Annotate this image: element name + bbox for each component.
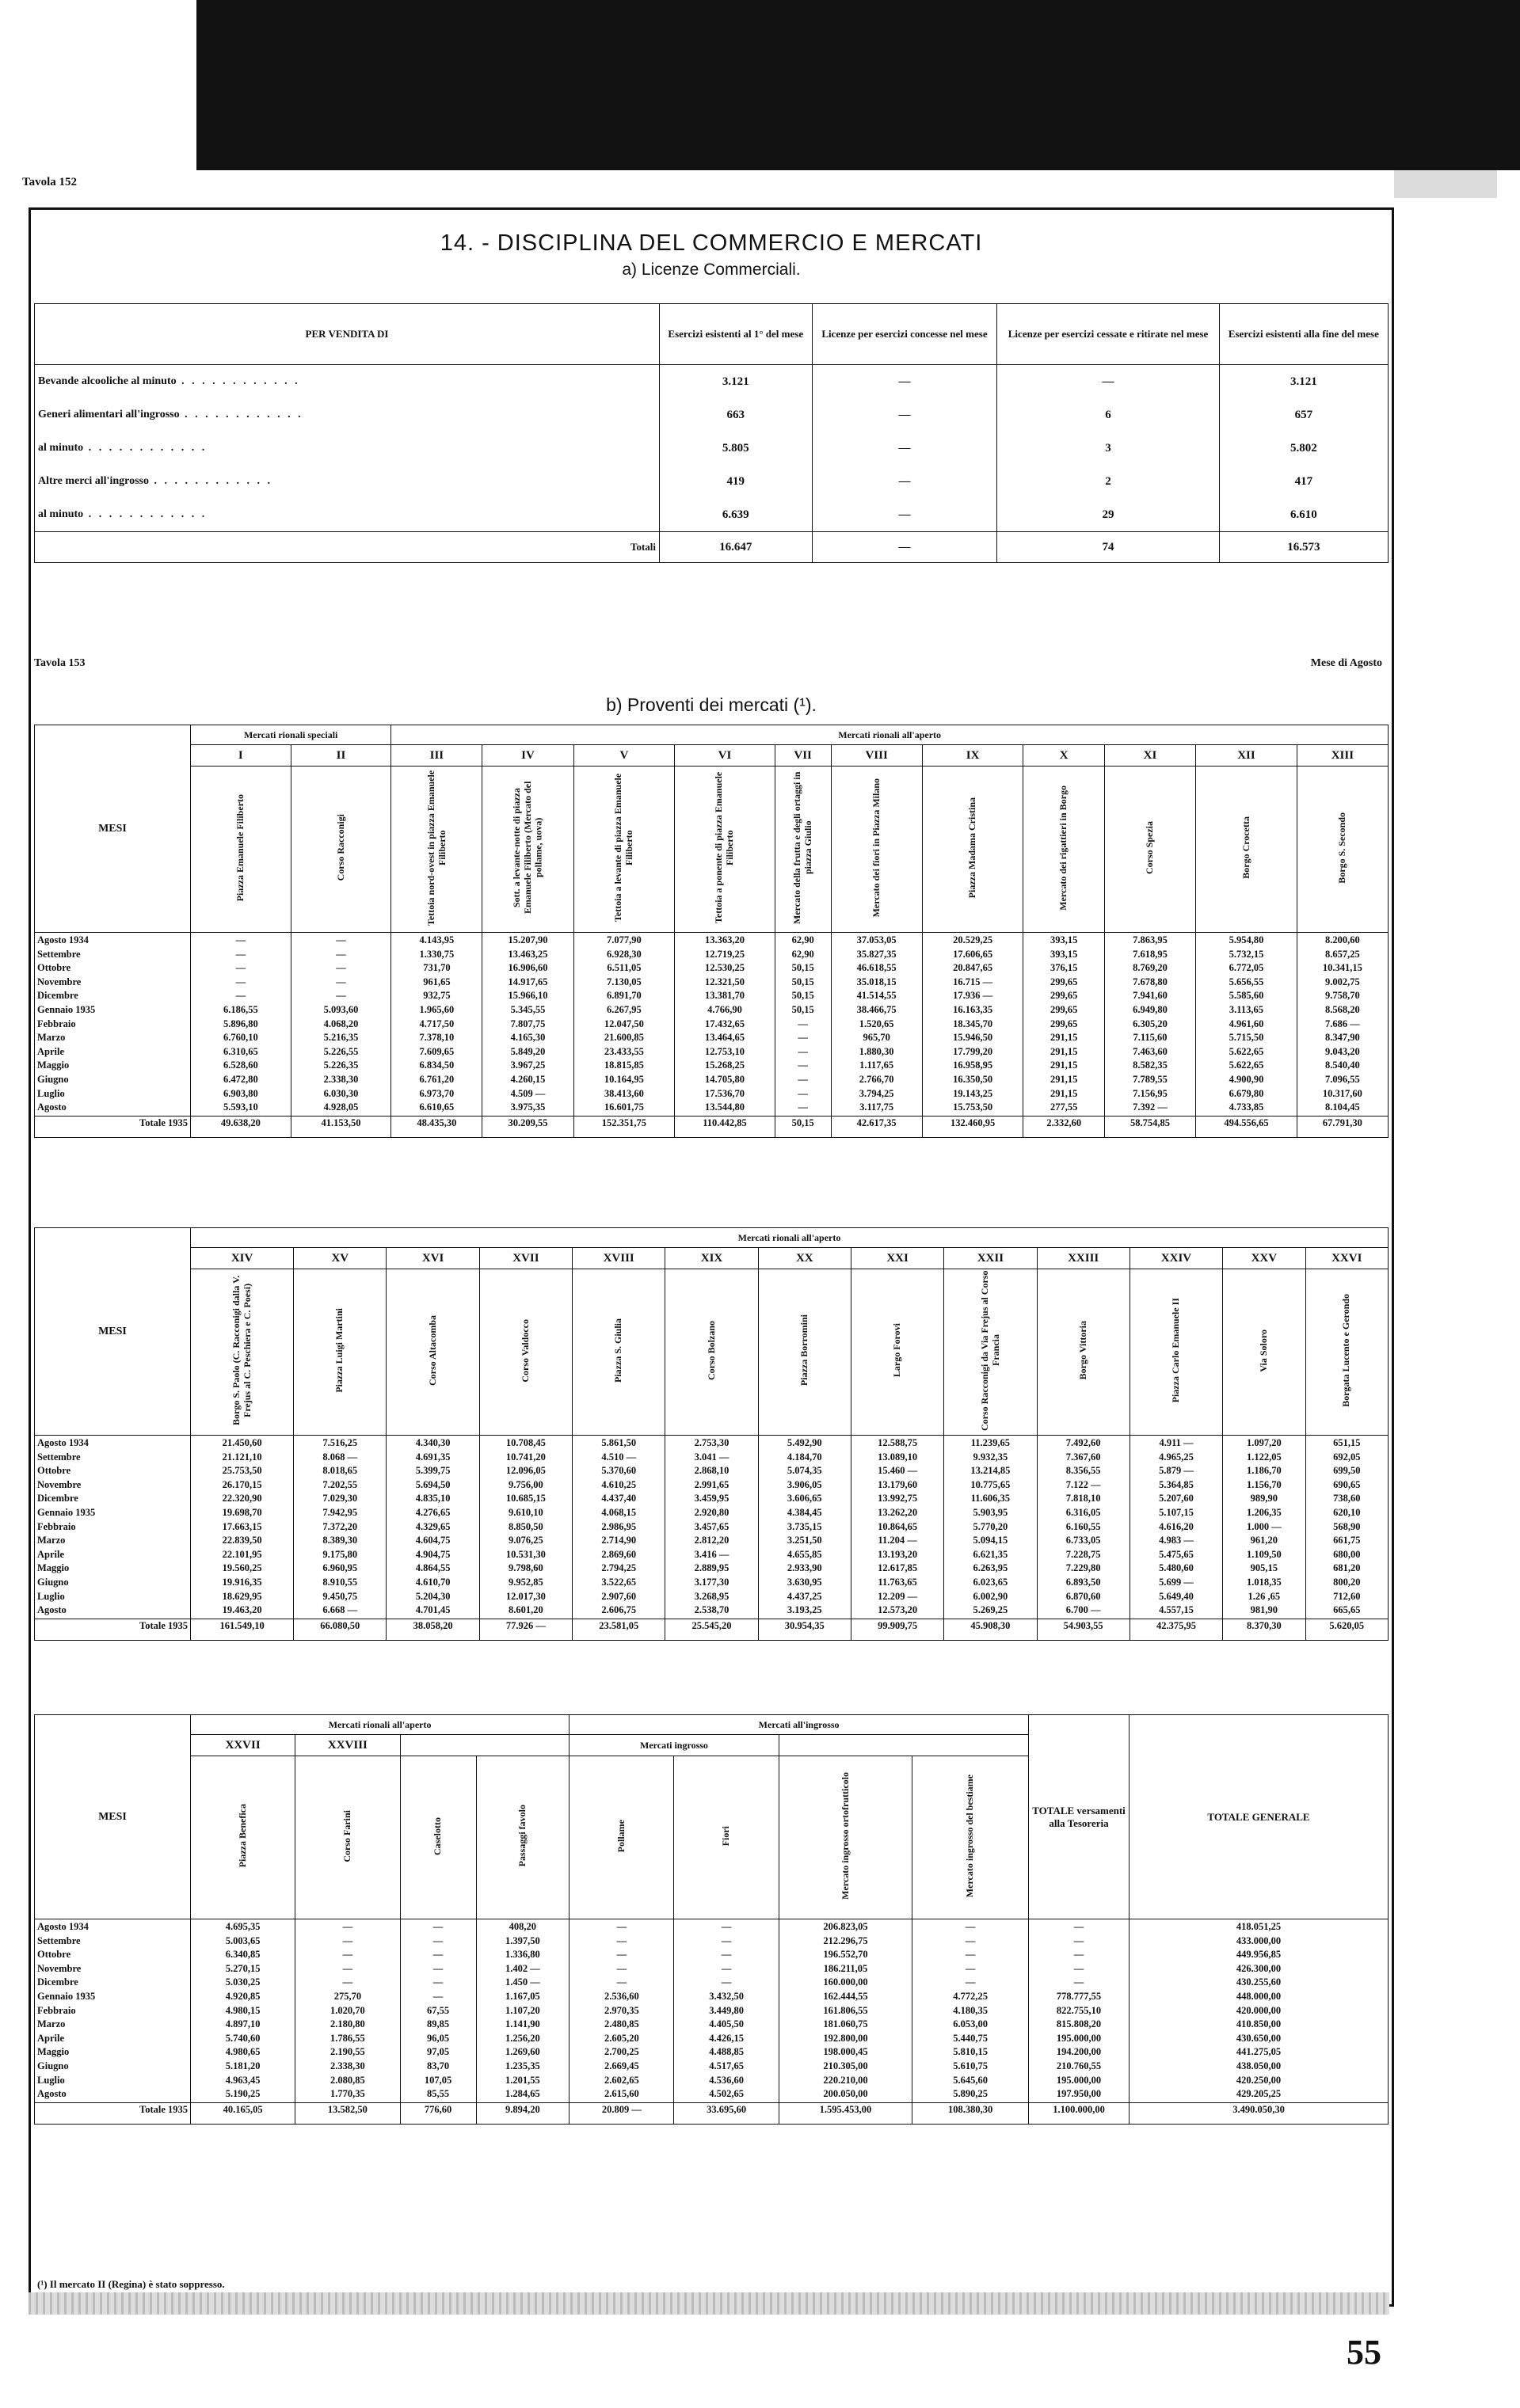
- group-row: [35, 725, 1389, 745]
- total-value: 33.695,60: [674, 2102, 779, 2124]
- cell-value: 657: [1219, 398, 1388, 432]
- section-subtitle: a) Licenze Commerciali.: [622, 261, 801, 279]
- licenze-total-row: [35, 532, 1389, 563]
- column-name: [1023, 767, 1105, 933]
- column-values: 2.753,30 3.041 — 2.868,10 2.991,65 3.459,95 2.920,80 3.457,65 2.812,20 3.416 — 2.889,95 3.177,30 3.268,95 2.538,70: [665, 1436, 758, 1619]
- total-label: Totale 1935: [35, 1619, 191, 1640]
- column-name-text: Pollame: [615, 1819, 627, 1853]
- column-name-text: Mercato della frutta e degli ortaggi in piazza Giulio: [790, 771, 813, 924]
- column-values: 7.492,60 7.367,60 8.356,55 7.122 — 7.818,10 6.316,05 6.160,55 6.733,05 7.228,75 7.229,80 6.893,50 6.870,60 6.700 —: [1037, 1436, 1130, 1619]
- column-name: [291, 767, 391, 933]
- mesi-header: MESI: [35, 1715, 191, 1919]
- column-values: 21.450,60 21.121,10 25.753,50 26.170,15 22.320,90 19.698,70 17.663,15 22.839,50 22.101,95 19.560,25 19.916,35 18.629,95 19.463,20: [191, 1436, 294, 1619]
- column-name-text: Corso Valdocco: [520, 1318, 531, 1383]
- column-name-text: Sott. a levante-notte di piazza Emanuele Filiberto (Mercato del pollame, uova): [510, 781, 544, 915]
- column-name-text: Borgo Crocetta: [1240, 816, 1251, 879]
- column-values: 4.143,95 1.330,75 731,70 961,65 932,75 1.965,60 4.717,50 7.378,10 7.609,65 6.834,50 6.761,20 6.973,70 6.610,65: [391, 933, 482, 1117]
- column-values: 13.363,20 12.719,25 12.530,25 12.321,50 13.381,70 4.766,90 17.432,65 13.464,65 12.753,10 15.268,25 14.705,80 17.536,70 13.544,80: [675, 933, 775, 1117]
- column-name: [191, 1756, 295, 1919]
- column-name-text: Piazza Emanuele Filiberto: [234, 793, 246, 902]
- total-value: 152.351,75: [573, 1116, 675, 1137]
- column-name-text: Borgo Vittoria: [1076, 1321, 1088, 1380]
- mesi-header: MESI: [35, 725, 191, 933]
- roman-header: XXV: [1223, 1248, 1305, 1269]
- cell-value: —: [812, 498, 997, 532]
- name-row: [35, 1269, 1389, 1436]
- roman-header: XXIV: [1130, 1248, 1222, 1269]
- roman-header: [779, 1735, 1028, 1756]
- column-name: [573, 1269, 665, 1436]
- column-values: — — — — — 4.772,25 4.180,35 6.053,00 5.440,75 5.810,15 5.610,75 5.645,60 5.890,25: [912, 1919, 1029, 2103]
- page-label: Tavola 152: [22, 176, 78, 188]
- cell-value: 5.802: [1219, 432, 1388, 465]
- total-value: 132.460,95: [922, 1116, 1023, 1137]
- table-head: [35, 1715, 1389, 1919]
- column-name-text: Tettoia a levante di piazza Emanuele Filiberto: [612, 773, 634, 922]
- roman-header: VI: [675, 745, 775, 767]
- proventi-title: b) Proventi dei mercati (¹).: [606, 694, 817, 715]
- column-name: [387, 1269, 479, 1436]
- licenze-row: [35, 498, 1389, 532]
- column-name-text: Corso Altacomba: [426, 1315, 438, 1386]
- row-label-text: al minuto: [38, 508, 84, 520]
- row-label-text: al minuto: [38, 442, 84, 454]
- column-name: [1297, 767, 1388, 933]
- total-value: 25.545,20: [665, 1619, 758, 1640]
- column-name: [775, 767, 831, 933]
- column-name: [1104, 767, 1195, 933]
- column-name: [1130, 1269, 1222, 1436]
- column-name: [191, 767, 291, 933]
- total-value: 45.908,30: [944, 1619, 1037, 1640]
- licenze-body: [35, 365, 1389, 563]
- column-name: [922, 767, 1023, 933]
- column-values: 7.077,90 6.928,30 6.511,05 7.130,05 6.891,70 6.267,95 12.047,50 21.600,85 23.433,55 18.815,85 10.164,95 38.413,60 16.601,75: [573, 933, 675, 1117]
- roman-row: [35, 745, 1389, 767]
- row-label-text: all'ingrosso: [125, 409, 180, 420]
- column-values: 5.492,90 4.184,70 5.074,35 3.906,05 3.606,65 4.384,45 3.735,15 3.251,50 4.655,85 2.933,90 3.630,95 4.437,25 3.193,25: [758, 1436, 851, 1619]
- roman-header: X: [1023, 745, 1105, 767]
- column-values: — — — — — 778.777,55 822.755,10 815.808,20 195.000,00 194.200,00 210.760,55 195.000,00 197.950,00: [1029, 1919, 1130, 2103]
- total-value: 58.754,85: [1104, 1116, 1195, 1137]
- row-dots: . . . . . . . . . . . .: [148, 475, 272, 487]
- column-name-text: Largo Forovi: [891, 1323, 903, 1378]
- cell-value: —: [812, 398, 997, 432]
- row-group: Generi alimentari: [38, 409, 126, 420]
- table-caption: [34, 657, 1389, 670]
- total-value: 74: [997, 532, 1219, 563]
- cell-value: —: [812, 465, 997, 498]
- column-values: 4.911 — 4.965,25 5.879 — 5.364,85 5.207,60 5.107,15 4.616,20 4.983 — 5.475,65 5.480,60 5.699 — 5.649,40 4.557,15: [1130, 1436, 1222, 1619]
- column-name: [779, 1756, 912, 1919]
- roman-header: XV: [294, 1248, 387, 1269]
- column-name: [758, 1269, 851, 1436]
- column-name: [831, 767, 922, 933]
- row-dots: . . . . . . . . . . . .: [83, 442, 208, 454]
- group-header: Mercati rionali all'aperto: [191, 1715, 570, 1735]
- column-name: [191, 1269, 294, 1436]
- column-values: — — — — — 5.093,60 4.068,20 5.216,35 5.226,55 5.226,35 2.338,30 6.030,30 4.928,05: [291, 933, 391, 1117]
- row-dots: . . . . . . . . . . . .: [83, 508, 208, 520]
- footnote: (¹) Il mercato II (Regina) è stato soppresso.: [37, 2278, 225, 2290]
- column-values: 5.954,80 5.732,15 6.772,05 5.656,55 5.585,60 3.113,65 4.961,60 5.715,50 5.622,65 5.622,65 4.900,90 6.679,80 4.733,85: [1196, 933, 1297, 1117]
- column-name: [479, 1269, 572, 1436]
- roman-header: XX: [758, 1248, 851, 1269]
- cell-value: 29: [997, 498, 1219, 532]
- roman-header: XIX: [665, 1248, 758, 1269]
- column-values: 651,15 692,05 699,50 690,65 738,60 620,10 568,90 661,75 680,00 681,20 800,20 712,60 665,65: [1305, 1436, 1388, 1619]
- group-header: Mercati rionali all'aperto: [191, 1228, 1389, 1248]
- table-body: [35, 1436, 1389, 1641]
- roman-header: XXVIII: [295, 1735, 400, 1756]
- licenze-row: [35, 432, 1389, 465]
- cell-value: 5.805: [660, 432, 813, 465]
- total-label: Totale 1935: [35, 2102, 191, 2124]
- column-name-text: Corso Racconigi: [334, 814, 346, 881]
- column-values: — — — — — 3.432,50 3.449,80 4.405,50 4.426,15 4.488,85 4.517,65 4.536,60 4.502,65: [674, 1919, 779, 2103]
- row-label: [35, 465, 660, 498]
- roman-header: I: [191, 745, 291, 767]
- column-name-text: Mercato ingrosso ortofrutticolo: [839, 1772, 851, 1900]
- table-body: [35, 933, 1389, 1138]
- column-name-text: Piazza Borromini: [798, 1314, 810, 1387]
- total-value: 30.954,35: [758, 1619, 851, 1640]
- col-header: Licenze per esercizi concesse nel mese: [812, 304, 997, 365]
- total-row: [35, 2102, 1389, 2124]
- row-dots: . . . . . . . . . . . .: [176, 375, 300, 387]
- cell-value: —: [812, 365, 997, 399]
- column-name-text: Mercato ingrosso del bestiame: [964, 1774, 976, 1898]
- cell-value: —: [812, 432, 997, 465]
- col-header: PER VENDITA DI: [35, 304, 660, 365]
- row-label-text: Bevande alcooliche al minuto: [38, 375, 177, 387]
- column-name-text: Tettoia nord-ovest in piazza Emanuele Filiberto: [425, 770, 448, 926]
- roman-header: VIII: [831, 745, 922, 767]
- total-value: 40.165,05: [191, 2102, 295, 2124]
- scan-black-band: [0, 0, 1520, 170]
- column-values: — — — — — 2.536,60 2.970,35 2.480,85 2.605,20 2.700,25 2.669,45 2.602,65 2.615,60: [570, 1919, 674, 2103]
- group-header: Mercati all'ingrosso: [570, 1715, 1029, 1735]
- licenze-row: [35, 398, 1389, 432]
- roman-header: IX: [922, 745, 1023, 767]
- cell-value: 663: [660, 398, 813, 432]
- mesi-header: MESI: [35, 1228, 191, 1436]
- cell-value: 3.121: [1219, 365, 1388, 399]
- column-name-text: Piazza Benefica: [236, 1804, 248, 1868]
- group-row: [35, 1715, 1389, 1735]
- document-sheet: [29, 207, 1394, 2307]
- column-name: [944, 1269, 1037, 1436]
- row-label: [35, 398, 660, 432]
- column-name-text: Passaggi favolo: [516, 1805, 528, 1867]
- total-row: [35, 1116, 1389, 1137]
- group-header: Mercati rionali all'aperto: [391, 725, 1389, 745]
- licenze-table: [34, 303, 1389, 563]
- cell-value: 3.121: [660, 365, 813, 399]
- months-list: Agosto 1934 Settembre Ottobre Novembre Dicembre Gennaio 1935 Febbraio Marzo Aprile Maggio Giugno Luglio Agosto: [35, 933, 191, 1117]
- data-row: [35, 1436, 1389, 1619]
- column-values: 10.708,45 10.741,20 12.096,05 9.756,00 10.685,15 9.610,10 8.850,50 9.076,25 10.531,30 9.798,60 9.952,85 12.017,30 8.601,20: [479, 1436, 572, 1619]
- total-value: 110.442,85: [675, 1116, 775, 1137]
- licenze-row: [35, 365, 1389, 399]
- cell-value: 2: [997, 465, 1219, 498]
- column-values: 1.097,20 1.122,05 1.186,70 1.156,70 989,90 1.206,35 1.000 — 961,20 1.109,50 905,15 1.018,35 1.26 ,65 981,90: [1223, 1436, 1305, 1619]
- roman-header: XXII: [944, 1248, 1037, 1269]
- total-value: 1.595.453,00: [779, 2102, 912, 2124]
- total-value: 108.380,30: [912, 2102, 1029, 2124]
- total-value: 48.435,30: [391, 1116, 482, 1137]
- cell-value: 6.610: [1219, 498, 1388, 532]
- column-name: [482, 767, 573, 933]
- column-values: 7.863,95 7.618,95 8.769,20 7.678,80 7.941,60 6.949,80 6.305,20 7.115,60 7.463,60 8.582,35 7.789,55 7.156,95 7.392 —: [1104, 933, 1195, 1117]
- total-value: 42.375,95: [1130, 1619, 1222, 1640]
- roman-header: XIII: [1297, 745, 1388, 767]
- column-values: — — — — — 6.186,55 5.896,80 6.760,10 6.310,65 6.528,60 6.472,80 6.903,80 5.593,10: [191, 933, 291, 1117]
- column-name-text: Tettoia a ponente di piazza Emanuele Filiberto: [713, 771, 735, 924]
- column-name: [1223, 1269, 1305, 1436]
- page-number: 55: [1347, 2333, 1381, 2372]
- column-values: 12.588,75 13.089,10 15.460 — 13.179,60 13.992,75 13.262,20 10.864,65 11.204 — 13.193,20 12.617,85 11.763,65 12.209 — 12.573,20: [851, 1436, 943, 1619]
- total-value: 99.909,75: [851, 1619, 943, 1640]
- row-label: [35, 498, 660, 532]
- total-value: 16.647: [660, 532, 813, 563]
- roman-header: XXIII: [1037, 1248, 1130, 1269]
- column-values: 393,15 393,15 376,15 299,65 299,65 299,65 299,65 291,15 291,15 291,15 291,15 291,15 277,55: [1023, 933, 1105, 1117]
- subgroup-header: Mercati ingrosso: [570, 1735, 779, 1756]
- total-value: 49.638,20: [191, 1116, 291, 1137]
- column-name: [400, 1756, 476, 1919]
- total-value: 67.791,30: [1297, 1116, 1388, 1137]
- months-list: Agosto 1934 Settembre Ottobre Novembre Dicembre Gennaio 1935 Febbraio Marzo Aprile Maggio Giugno Luglio Agosto: [35, 1436, 191, 1619]
- total-value: 776,60: [400, 2102, 476, 2124]
- row-group: Altre merci: [38, 475, 95, 487]
- cell-value: 6.639: [660, 498, 813, 532]
- roman-header: XI: [1104, 745, 1195, 767]
- total-value: 77.926 —: [479, 1619, 572, 1640]
- total-value: 42.617,35: [831, 1116, 922, 1137]
- column-values: 5.861,50 4.510 — 5.370,60 4.610,25 4.437,40 4.068,15 2.986,95 2.714,90 2.869,60 2.794,25 3.522,65 2.907,60 2.606,75: [573, 1436, 665, 1619]
- roman-header: XIV: [191, 1248, 294, 1269]
- column-name-text: Corso Spezia: [1144, 821, 1156, 874]
- total-value: 9.894,20: [476, 2102, 570, 2124]
- column-name-text: Borgo S. Paolo (C. Racconigi dalla V. Frejus al C. Peschiera e C. Poesi): [230, 1275, 253, 1426]
- total-value: 30.209,55: [482, 1116, 573, 1137]
- column-values: 408,20 1.397,50 1.336,80 1.402 — 1.450 — 1.167,05 1.107,20 1.141,90 1.256,20 1.269,60 1.235,35 1.201,55 1.284,65: [476, 1919, 570, 2103]
- column-name: [573, 767, 675, 933]
- cell-value: 417: [1219, 465, 1388, 498]
- group-row: [35, 1228, 1389, 1248]
- roman-header: IV: [482, 745, 573, 767]
- column-values: — — — — — — 67,55 89,85 96,05 97,05 83,70 107,05 85,55: [400, 1919, 476, 2103]
- total-value: 5.620,05: [1305, 1619, 1388, 1640]
- row-label: [35, 365, 660, 399]
- row-label: [35, 432, 660, 465]
- column-name-text: Borgata Lucento e Gerondo: [1340, 1294, 1352, 1407]
- row-dots: . . . . . . . . . . . .: [179, 409, 303, 420]
- months-list: Agosto 1934 Settembre Ottobre Novembre Dicembre Gennaio 1935 Febbraio Marzo Aprile Maggio Giugno Luglio Agosto: [35, 1919, 191, 2103]
- column-name-text: Piazza Luigi Martini: [333, 1308, 345, 1393]
- column-name: [294, 1269, 387, 1436]
- column-name-text: Piazza Carlo Emanuele II: [1170, 1298, 1182, 1403]
- roman-header: XVII: [479, 1248, 572, 1269]
- roman-header: XXI: [851, 1248, 943, 1269]
- column-name: [851, 1269, 943, 1436]
- cell-value: 3: [997, 432, 1219, 465]
- cell-value: 6: [997, 398, 1219, 432]
- table-head: [35, 1228, 1389, 1436]
- row-label-text: all'ingrosso: [94, 475, 149, 487]
- caption-right: Mese di Agosto: [1310, 657, 1382, 669]
- column-name: [295, 1756, 400, 1919]
- column-values: 20.529,25 17.606,65 20.847,65 16.715 — 17.936 — 16.163,35 18.345,70 15.946,50 17.799,20 16.958,95 16.350,50 19.143,25 15.753,50: [922, 933, 1023, 1117]
- total-row: [35, 1619, 1389, 1640]
- total-value: 66.080,50: [294, 1619, 387, 1640]
- total-label: Totali: [35, 532, 660, 563]
- column-name: [570, 1756, 674, 1919]
- total-col-header: TOTALE versamenti alla Tesoreria: [1029, 1715, 1130, 1919]
- total-value: 3.490.050,30: [1130, 2102, 1389, 2124]
- column-values: 206.823,05 212.296,75 196.552,70 186.211,05 160.000,00 162.444,55 161.806,55 181.060,75 192.800,00 198.000,45 210.305,00 220.210,00 200.050,00: [779, 1919, 912, 2103]
- col-header: Licenze per esercizi cessate e ritirate nel mese: [997, 304, 1219, 365]
- column-name: [476, 1756, 570, 1919]
- name-row: [35, 767, 1389, 933]
- total-value: 13.582,50: [295, 2102, 400, 2124]
- total-value: 2.332,60: [1023, 1116, 1105, 1137]
- total-value: 161.549,10: [191, 1619, 294, 1640]
- column-name-text: Borgo S. Secondo: [1336, 812, 1347, 884]
- column-name-text: Mercato dei rigattieri in Borgo: [1057, 785, 1069, 911]
- column-values: 418.051,25 433.000,00 449.956,85 426.300,00 430.255,60 448.000,00 420.000,00 410.850,00 430.650,00 441.275,05 438.050,00 420.250,00 429.205,25: [1130, 1919, 1389, 2103]
- column-name: [1196, 767, 1297, 933]
- group-header: Mercati rionali speciali: [191, 725, 391, 745]
- column-values: 15.207,90 13.463,25 16.906,60 14.917,65 15.966,10 5.345,55 7.807,75 4.165,30 5.849,20 3.967,25 4.260,15 4.509 — 3.975,35: [482, 933, 573, 1117]
- cell-value: —: [997, 365, 1219, 399]
- roman-header: V: [573, 745, 675, 767]
- roman-header: II: [291, 745, 391, 767]
- total-value: 54.903,55: [1037, 1619, 1130, 1640]
- table-head: [35, 725, 1389, 933]
- column-name-text: Corso Bolzano: [705, 1321, 717, 1380]
- col-header: Esercizi esistenti al 1° del mese: [660, 304, 813, 365]
- column-values: 4.695,35 5.003,65 6.340,85 5.270,15 5.030,25 4.920,85 4.980,15 4.897,10 5.740,60 4.980,65 5.181,20 4.963,45 5.190,25: [191, 1919, 295, 2103]
- column-name-text: Piazza Madama Cristina: [966, 797, 978, 899]
- column-values: 62,90 62,90 50,15 50,15 50,15 50,15 — — — — — — —: [775, 933, 831, 1117]
- total-value: 20.809 —: [570, 2102, 674, 2124]
- column-values: 8.200,60 8.657,25 10.341,15 9.002,75 9.758,70 8.568,20 7.686 — 8.347,90 9.043,20 8.540,40 7.096,55 10.317,60 8.104,45: [1297, 933, 1388, 1117]
- column-values: 11.239,65 9.932,35 13.214,85 10.775,65 11.606,35 5.903,95 5.770,20 5.094,15 6.621,35 6.263,95 6.023,65 6.002,90 5.269,25: [944, 1436, 1037, 1619]
- roman-header: XVI: [387, 1248, 479, 1269]
- roman-header: III: [391, 745, 482, 767]
- proventi-table-2: [34, 1227, 1389, 1641]
- column-name-text: Caselotto: [432, 1816, 444, 1855]
- roman-header: XII: [1196, 745, 1297, 767]
- column-name-text: Mercato dei fiori in Piazza Milano: [870, 778, 882, 918]
- licenze-row: [35, 465, 1389, 498]
- column-name-text: Corso Farini: [341, 1809, 352, 1862]
- total-value: 494.556,65: [1196, 1116, 1297, 1137]
- column-name: [391, 767, 482, 933]
- data-row: [35, 1919, 1389, 2103]
- column-name: [1037, 1269, 1130, 1436]
- total-label: Totale 1935: [35, 1116, 191, 1137]
- column-name: [675, 767, 775, 933]
- total-value: —: [812, 532, 997, 563]
- proventi-table-1: [34, 725, 1389, 1138]
- roman-header: XXVI: [1305, 1248, 1388, 1269]
- column-name-text: Via Soloro: [1257, 1329, 1269, 1372]
- column-name-text: Fiori: [720, 1825, 732, 1847]
- roman-row: [35, 1248, 1389, 1269]
- total-value: 8.370,30: [1223, 1619, 1305, 1640]
- scan-white-corner: [0, 0, 196, 170]
- column-name: [912, 1756, 1029, 1919]
- column-values: 7.516,25 8.068 — 8.018,65 7.202,55 7.029,30 7.942,95 7.372,20 8.389,30 9.175,80 6.960,95 8.910,55 9.450,75 6.668 —: [294, 1436, 387, 1619]
- data-row: [35, 933, 1389, 1117]
- col-header: Esercizi esistenti alla fine del mese: [1219, 304, 1388, 365]
- total-value: 50,15: [775, 1116, 831, 1137]
- column-name-text: Piazza S. Giulia: [612, 1318, 624, 1383]
- total-value: 16.573: [1219, 532, 1388, 563]
- column-values: 37.053,05 35.827,35 46.618,55 35.018,15 41.514,55 38.466,75 1.520,65 965,70 1.880,30 1.117,65 2.766,70 3.794,25 3.117,75: [831, 933, 922, 1117]
- column-name: [1305, 1269, 1388, 1436]
- roman-header: VII: [775, 745, 831, 767]
- column-name: [674, 1756, 779, 1919]
- roman-header: XVIII: [573, 1248, 665, 1269]
- total-value: 1.100.000,00: [1029, 2102, 1130, 2124]
- column-name-text: Corso Racconigi da Via Frejus al Corso Francia: [978, 1270, 1001, 1431]
- roman-header: XXVII: [191, 1735, 295, 1756]
- column-values: 4.340,30 4.691,35 5.399,75 5.694,50 4.835,10 4.276,65 4.329,65 4.604,75 4.904,75 4.864,55 4.610,70 5.204,30 4.701,45: [387, 1436, 479, 1619]
- scan-footer-smudge: [29, 2292, 1389, 2315]
- total-value: 38.058,20: [387, 1619, 479, 1640]
- roman-header: [400, 1735, 570, 1756]
- proventi-table-3: [34, 1714, 1389, 2125]
- section-title: 14. - DISCIPLINA DEL COMMERCIO E MERCATI: [440, 230, 983, 256]
- cell-value: 419: [660, 465, 813, 498]
- total-value: 23.581,05: [573, 1619, 665, 1640]
- caption-left: Tavola 153: [34, 657, 86, 669]
- column-name: [665, 1269, 758, 1436]
- licenze-header-row: [35, 304, 1389, 365]
- total-value: 41.153,50: [291, 1116, 391, 1137]
- column-values: — — — — — 275,70 1.020,70 2.180,80 1.786,55 2.190,55 2.338,30 2.080,85 1.770,35: [295, 1919, 400, 2103]
- grand-col-header: TOTALE GENERALE: [1130, 1715, 1389, 1919]
- scan-smudge: [1394, 170, 1497, 198]
- table-body: [35, 1919, 1389, 2125]
